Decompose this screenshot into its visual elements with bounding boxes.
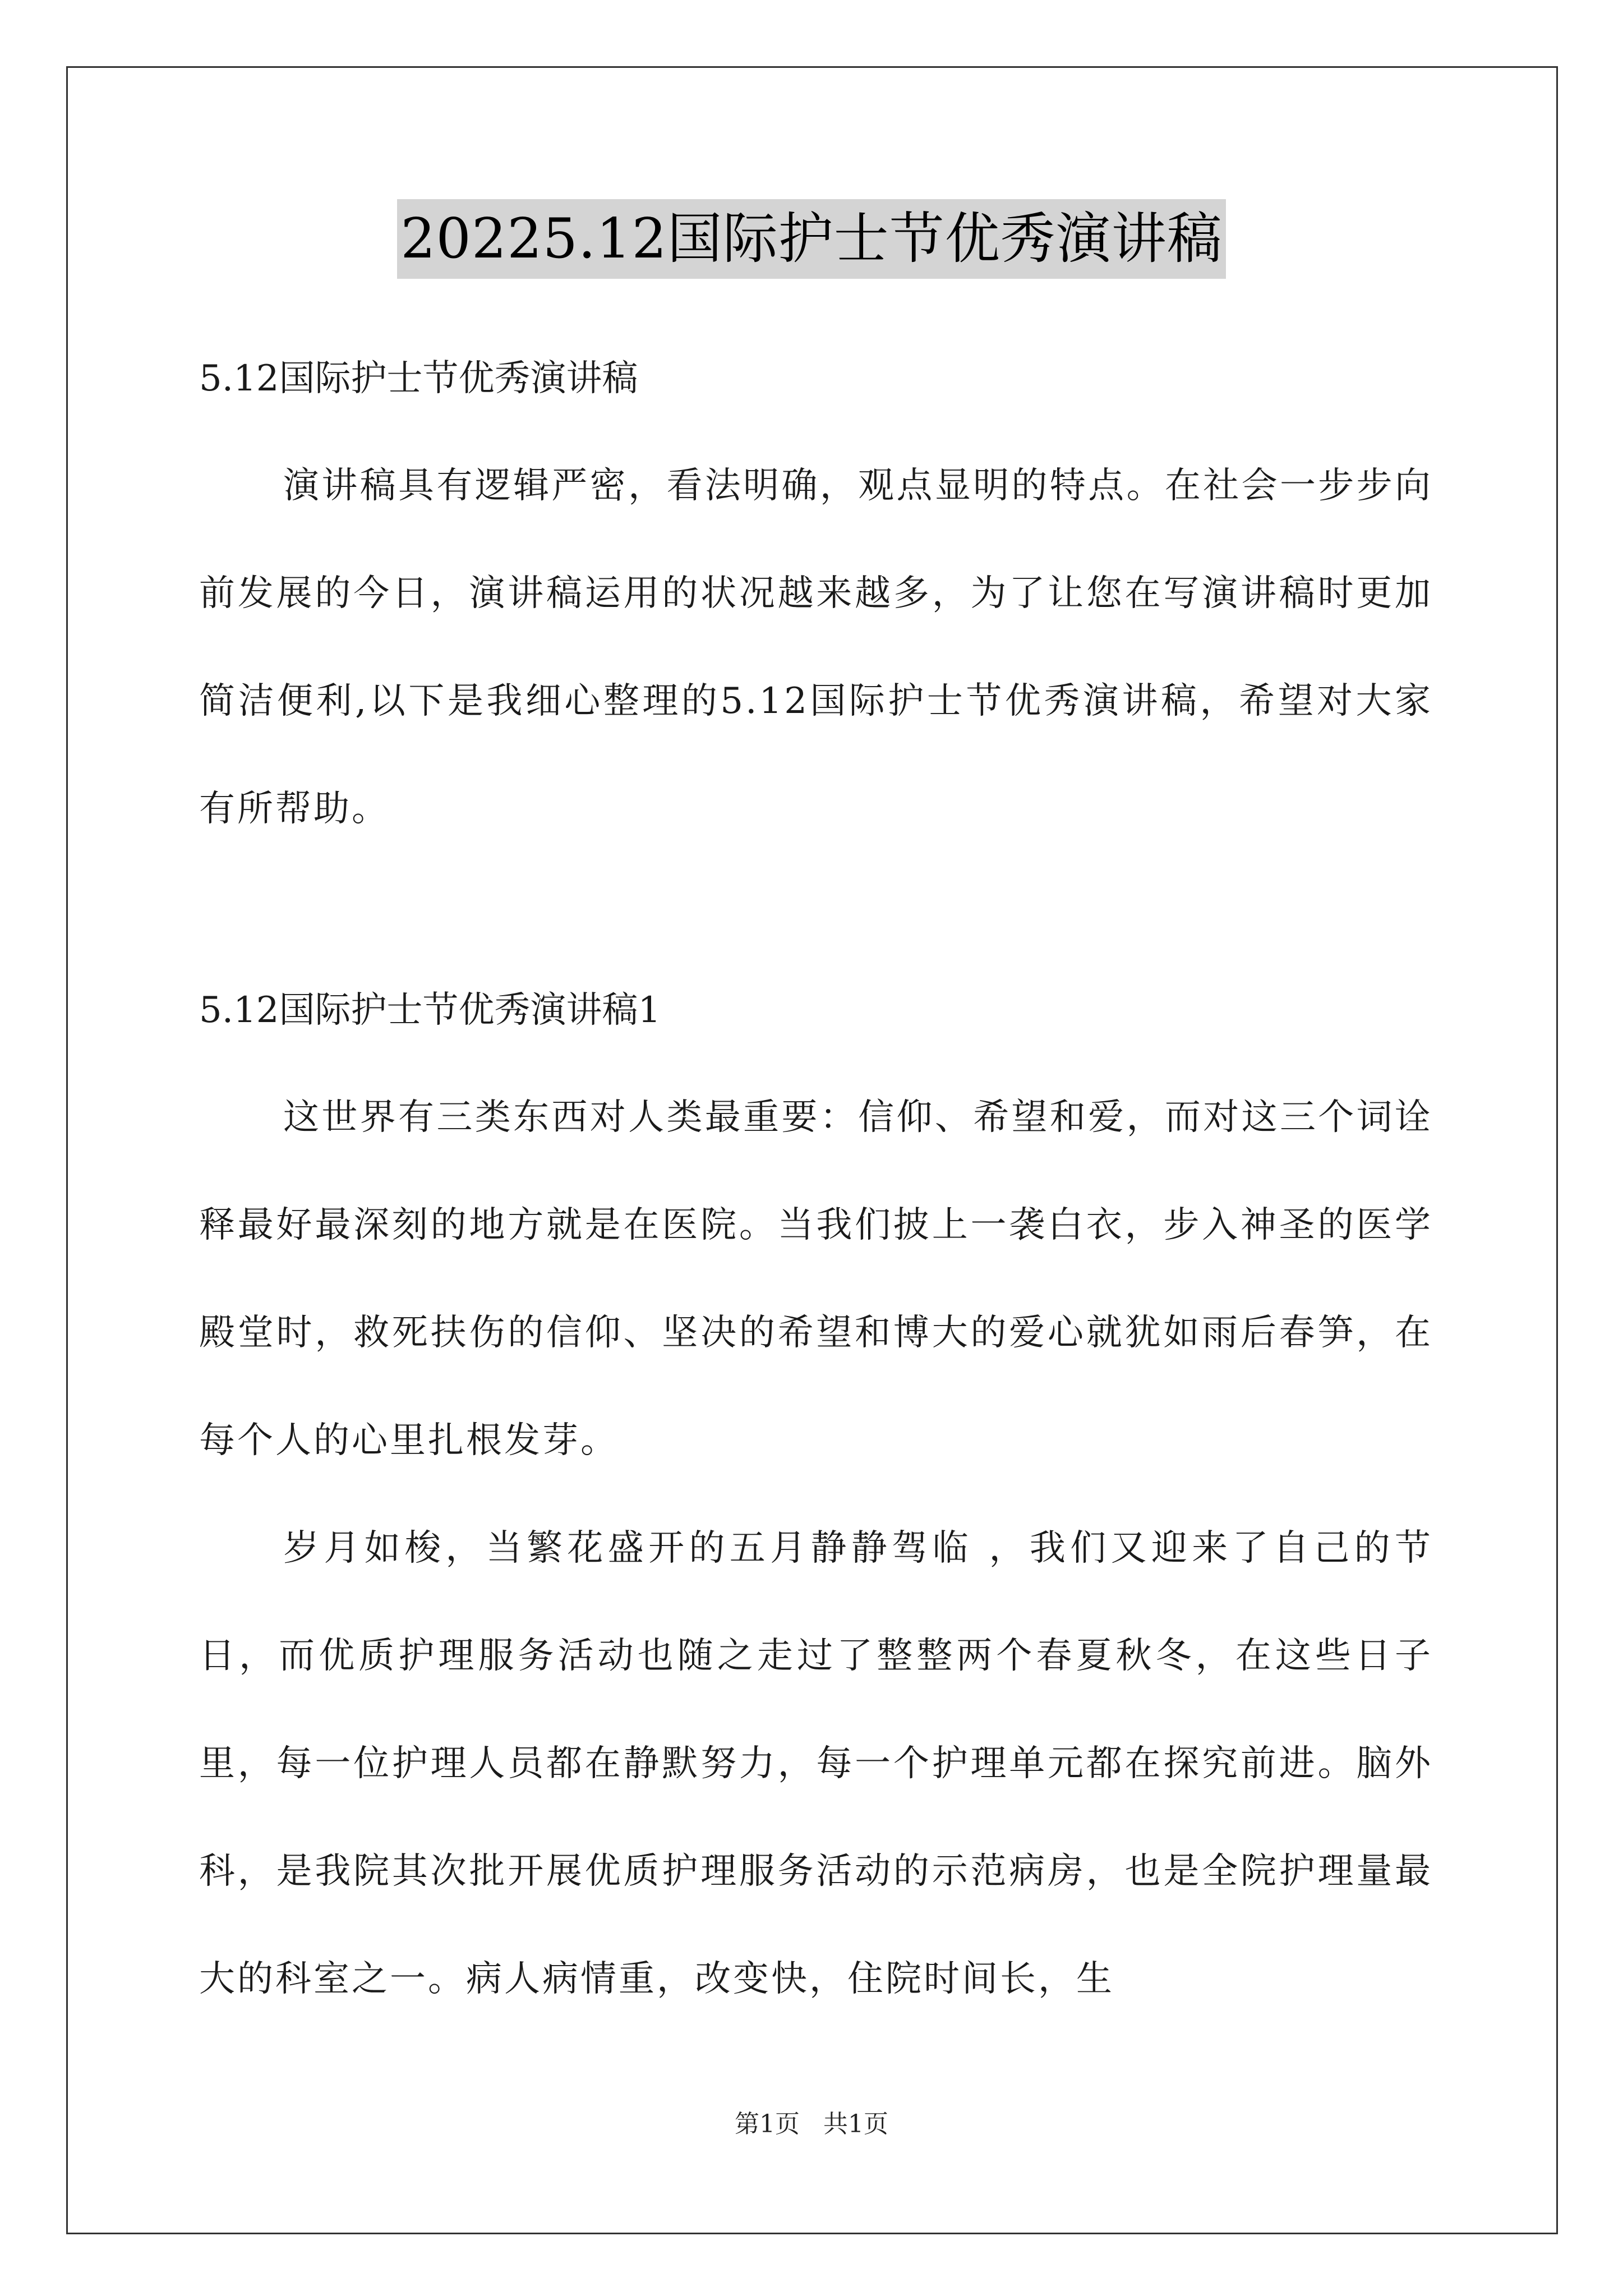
- page-footer: [0, 2104, 1623, 2139]
- intro-paragraph: 演讲稿具有逻辑严密，看法明确，观点显明的特点。在社会一步步向前发展的今日，演讲稿运用的状况越来越多，为了让您在写演讲稿时更加简洁便利,以下是我细心整理的5.12国际护士节优秀演讲稿，希望对大家有所帮助。: [199, 465, 1433, 830]
- page-total: 共1页: [823, 2110, 888, 2138]
- document-body: [199, 331, 1433, 2033]
- document-title: 20225.12国际护士节优秀演讲稿: [397, 199, 1226, 279]
- page-number: 第1页: [735, 2110, 800, 2138]
- spacer: [199, 426, 1433, 432]
- spacer: [199, 863, 1433, 963]
- body-paragraph: 岁月如梭，当繁花盛开的五月静静驾临 ，我们又迎来了自己的节日，而优质护理服务活动也随之走过了整整两个春夏秋冬，在这些日子里，每一位护理人员都在静默努力，每一个护理单元都在探究前进。脑外科，是我院其次批开展优质护理服务活动的示范病房，也是全院护理量最大的科室之一。病人病情重，改变快，住院时间长，生: [199, 1527, 1433, 2000]
- section-heading: 5.12国际护士节优秀演讲稿1: [199, 990, 661, 1031]
- document-subtitle: 5.12国际护士节优秀演讲稿: [199, 358, 638, 399]
- body-paragraph: 这世界有三类东西对人类最重要：信仰、希望和爱，而对这三个词诠释最好最深刻的地方就是在医院。当我们披上一袭白衣，步入神圣的医学殿堂时，救死扶伤的信仰、坚决的希望和博大的爱心就犹如雨后春笋，在每个人的心里扎根发芽。: [199, 1097, 1433, 1461]
- title-container: [0, 199, 1623, 279]
- spacer: [199, 1058, 1433, 1064]
